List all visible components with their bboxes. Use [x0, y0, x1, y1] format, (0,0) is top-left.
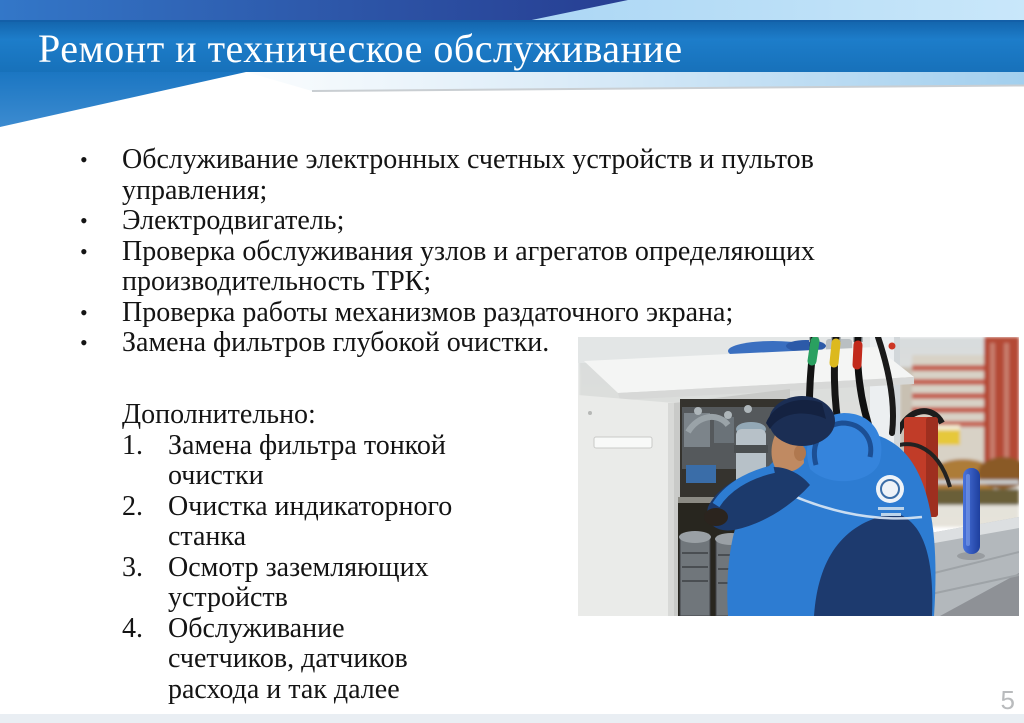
item-text: Обслуживание счетчиков, датчиков расхода и так далее: [168, 612, 408, 705]
page-title: Ремонт и техническое обслуживание: [38, 26, 683, 71]
nozzle-green: [812, 341, 815, 361]
item-text: Очистка индикаторного станка: [168, 490, 453, 552]
numbered-item: [122, 614, 474, 706]
list-item-text: Замена фильтров глубокой очистки.: [122, 327, 550, 358]
numbered-item: [122, 553, 474, 614]
top-navy-wedge: [0, 0, 628, 22]
numbered-item: [122, 431, 474, 492]
bullet-icon: •: [80, 147, 88, 172]
page-number: 5: [1000, 685, 1015, 715]
footer-strip: [0, 714, 1024, 723]
list-item: [80, 237, 890, 298]
bullet-icon: •: [80, 208, 88, 233]
bullet-icon: •: [80, 330, 88, 355]
bullet-icon: •: [80, 299, 88, 325]
photo-technician: [578, 337, 1019, 616]
list-item-text: Проверка обслуживания узлов и агрегатов определяющих производительность ТРК;: [122, 235, 815, 297]
maintenance-list: [80, 145, 890, 359]
list-item: [80, 145, 890, 206]
list-item: [80, 206, 890, 237]
list-item-text: Обслуживание электронных счетных устройств и пультов управления;: [122, 144, 814, 206]
item-number: 2.: [122, 490, 143, 522]
item-number: 1.: [122, 429, 143, 461]
nozzle-red: [857, 345, 858, 365]
item-text: Осмотр заземляющих устройств: [168, 551, 429, 613]
item-number: 3.: [122, 551, 143, 583]
list-item-text: Электродвигатель;: [122, 205, 345, 236]
jacket-logo: [876, 475, 904, 516]
additional-list: [122, 400, 474, 705]
lower-blue-wedge: [0, 72, 246, 127]
item-text: Замена фильтра тонкой очистки: [168, 429, 446, 491]
bullet-icon: •: [80, 238, 88, 264]
numbered-item: [122, 492, 474, 553]
list-item-text: Проверка работы механизмов раздаточного экрана;: [122, 296, 734, 328]
list-item: [80, 298, 890, 329]
item-number: 4.: [122, 612, 143, 644]
nozzle-yellow: [834, 343, 836, 363]
additional-heading: Дополнительно:: [122, 399, 316, 430]
